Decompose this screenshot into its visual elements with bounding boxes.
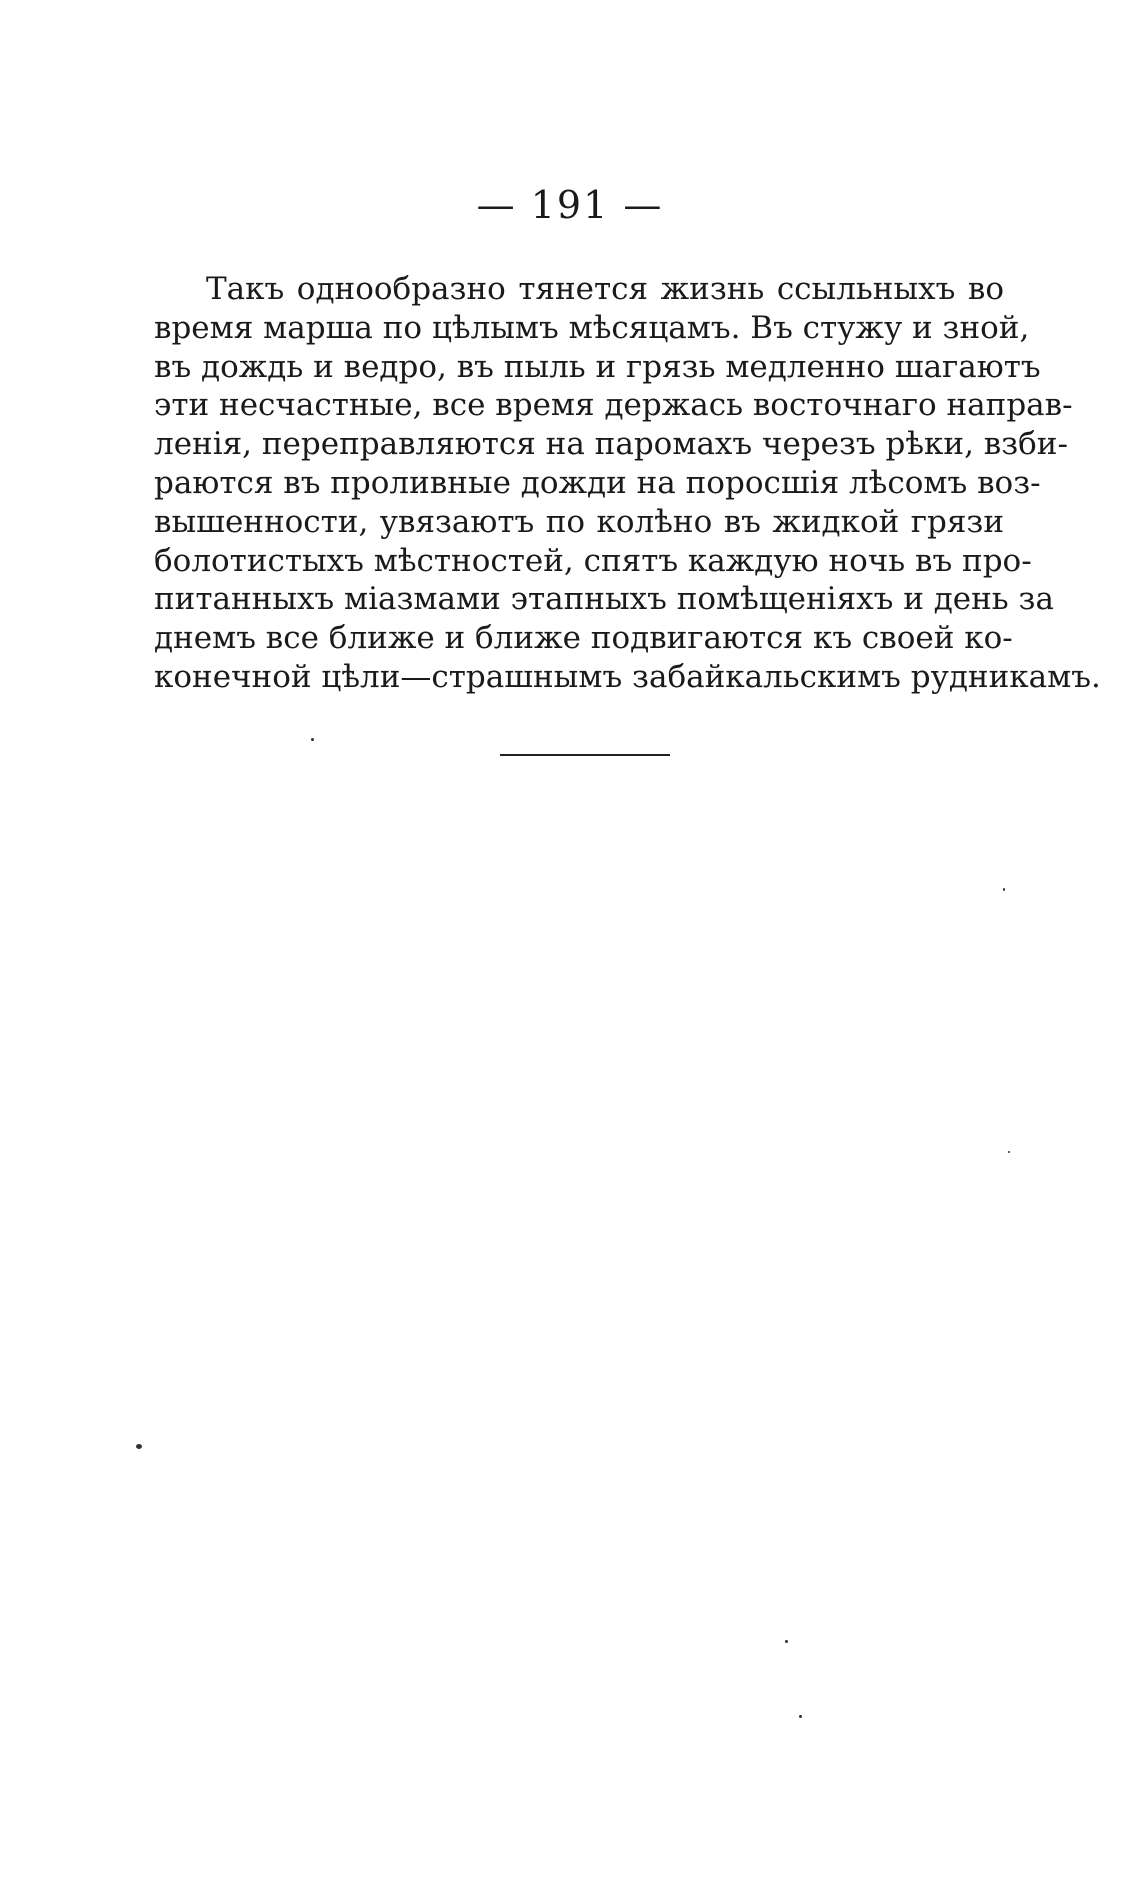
paragraph-line: ленія, переправляются на паромахъ черезъ рѣки, взби- <box>154 426 1068 463</box>
scan-speck <box>1008 1151 1010 1153</box>
paragraph-line: раются въ проливные дожди на поросшія лѣсомъ воз- <box>154 464 1041 501</box>
paragraph-line: болотистыхъ мѣстностей, спятъ каждую ночь въ про- <box>154 542 1032 579</box>
page-number: — 191 — <box>476 183 664 227</box>
section-end-rule <box>500 754 670 756</box>
paragraph-line: Такъ однообразно тянется жизнь ссыльныхъ во <box>206 271 1004 307</box>
paragraph-line: питанныхъ міазмами этапныхъ помѣщеніяхъ и день за <box>154 581 1054 618</box>
paragraph-line: въ дождь и ведро, въ пыль и грязь медленно шагаютъ <box>154 348 1041 385</box>
scan-speck <box>136 1444 142 1449</box>
paragraph-line: днемъ все ближе и ближе подвигаются къ своей ко- <box>154 620 1013 657</box>
paragraph-line: эти несчастные, все время держась восточнаго направ- <box>154 387 1073 424</box>
scan-speck <box>785 1640 788 1643</box>
paragraph-line: вышенности, увязаютъ по колѣно въ жидкой грязи <box>154 503 1004 540</box>
paragraph-line: конечной цѣли—страшнымъ забайкальскимъ рудникамъ. <box>154 658 1101 695</box>
paragraph <box>154 270 1101 697</box>
scan-speck <box>799 1715 802 1718</box>
paragraph-line: время марша по цѣлымъ мѣсяцамъ. Въ стужу и зной, <box>154 309 1030 346</box>
scan-speck <box>311 738 314 741</box>
scan-speck <box>1003 888 1005 891</box>
